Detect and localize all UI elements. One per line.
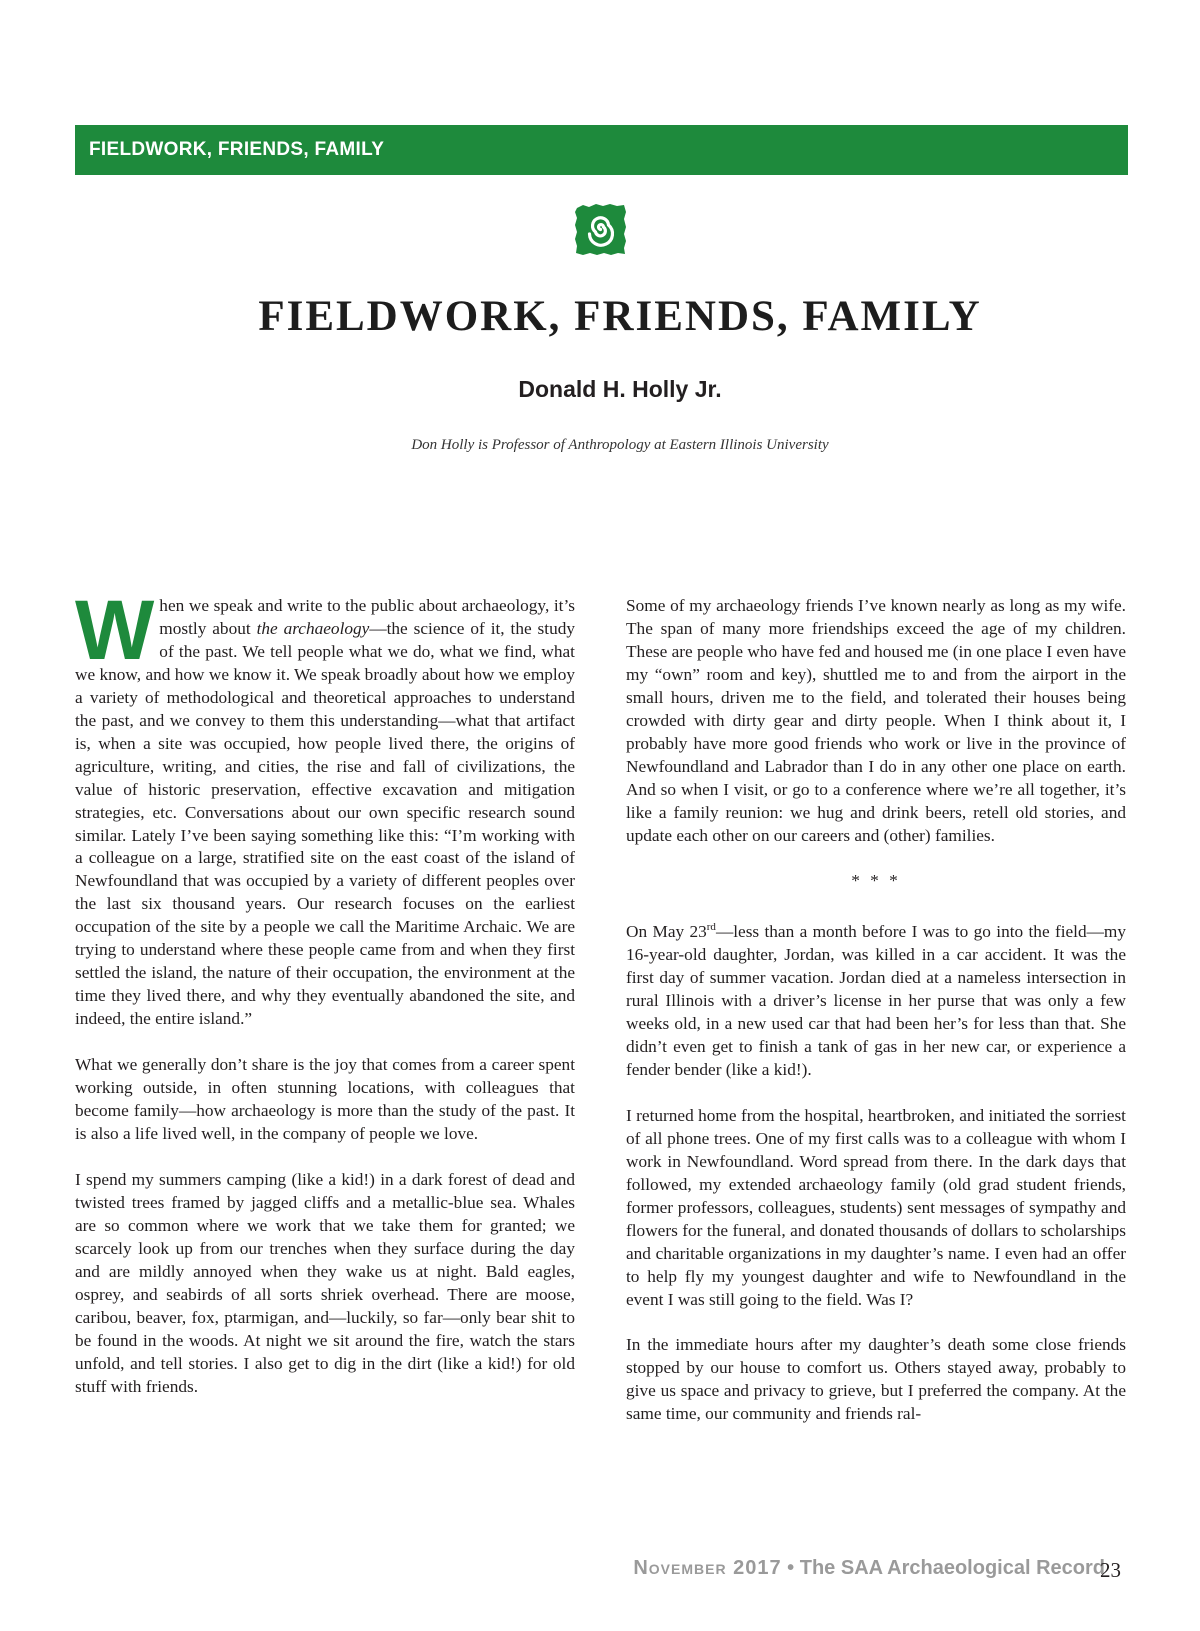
paragraph-joy: What we generally don’t share is the joy that comes from a career spent working outside, in often stunning locations, with colleagues that become family—how archaeology is more than the study of the past. It is also a life lived well, in the company of people we love. (75, 1055, 575, 1143)
paragraph-friends: Some of my archaeology friends I’ve known nearly as long as my wife. The span of many more friendships exceed the age of my children. These are people who have fed and housed me (in one place I even have my “own” room and key), shuttled me to and from the airport in the small hours, driven me to the field, and tolerated their houses being crowded with dirty gear and dirty people. When I think about it, I probably have more good friends who work or live in the province of Newfoundland and Labrador than I do in any other one place on earth. And so when I visit, or go to a conference where we’re all together, it’s like a family reunion: we hug and drink beers, retell old stories, and update each other on our careers and (other) families. (626, 596, 1126, 845)
footer-publication: The SAA Archaeological Record (799, 1557, 1105, 1579)
author-affiliation: Don Holly is Professor of Anthropology at Eastern Illinois University (411, 437, 829, 453)
page-number: 23 (1100, 1558, 1121, 1582)
left-column (75, 583, 575, 1421)
section-label: FIELDWORK, FRIENDS, FAMILY (89, 139, 385, 160)
paragraph-summers: I spend my summers camping (like a kid!) in a dark forest of dead and twisted trees framed by jagged cliffs and a metallic-blue sea. Whales are so common where we work that we take them for granted; we scarcely look up from our trenches when they surface during the day and are mildly annoyed when they wake us at night. Bald eagles, osprey, and seabirds of all sorts shriek overhead. There are moose, caribou, beaver, fox, ptarmigan, and—luckily, so far—only bear shit to be found in the woods. At night we sit around the fire, watch the stars unfold, and tell stories. I also get to dig in the dirt (like a kid!) for old stuff with friends. (75, 1169, 575, 1396)
section-banner (75, 125, 1128, 175)
spiral-icon (574, 203, 627, 256)
running-footer (633, 1557, 1105, 1580)
right-column (626, 595, 1126, 1449)
paragraph-intro-text-a: hen we speak and write to the public about archaeology, it’s mostly about (159, 596, 575, 638)
section-separator: * * * (851, 871, 901, 891)
paragraph-may (626, 916, 1126, 1081)
paragraph-intro (75, 583, 575, 1031)
paragraph-intro-text-b: —the science of it, the study of the past. We tell people what we do, what we find, what we know, and how we know it. We speak broadly about how we employ a variety of methodological and theoretical approaches to understand the past, and we convey to them this understanding—what that artifact is, when a site was occupied, how people lived there, the origins of agriculture, writing, and cities, the rise and fall of civilizations, the value of historic preservation, effective excavation and mitigation strategies, etc. Conversations about our own specific research sound similar. Lately I’ve been saying something like this: “I’m working with a colleague on a large, stratified site on the east coast of the island of Newfoundland that was occupied by a variety of different peoples over the last six thousand years. Our research focuses on the earliest occupation of the site by a people we call the Maritime Archaic. We are trying to understand where these people came from and when they first settled the island, the nature of their occupation, the environment at the time they lived there, and why they eventually abandoned the site, and indeed, the entire island.” (75, 618, 575, 1029)
article-title: FIELDWORK, FRIENDS, FAMILY (258, 293, 982, 340)
footer-date: November 2017 (633, 1557, 782, 1579)
footer-bullet: • (781, 1557, 800, 1579)
paragraph-returned: I returned home from the hospital, heartbroken, and initiated the sorriest of all phone trees. One of my first calls was to a colleague with whom I work in Newfoundland. Word spread from there. In the dark days that followed, my extended archaeology family (old grad student friends, former professors, colleagues, students) sent messages of sympathy and flowers for the funeral, and donated thousands of dollars to scholarships and charitable organizations in my daughter’s name. I even had an offer to help fly my youngest daughter and wife to Newfoundland in the event I was still going to the field. Was I? (626, 1105, 1126, 1309)
ordinal-suffix: rd (706, 921, 716, 934)
author-name: Donald H. Holly Jr. (518, 376, 722, 402)
paragraph-immediate: In the immediate hours after my daughter’s death some close friends stopped by our house to comfort us. Others stayed away, probably to give us space and privacy to grieve, but I preferred the company. At the same time, our community and friends ral- (626, 1335, 1126, 1424)
paragraph-may-text-a: On May 23 (626, 922, 707, 942)
paragraph-may-text-b: —less than a month before I was to go into the field—my 16-year-old daughter, Jordan, was killed in a car accident. It was the first day of summer vacation. Jordan died at a nameless intersection in rural Illinois with a driver’s license in her purse that was only a few weeks old, in a new used car that had been her’s for less than that. She didn’t even get to finish a tank of gas in her new car, or experience a fender bender (like a kid!). (626, 922, 1126, 1079)
drop-cap: W (75, 583, 155, 677)
paragraph-intro-emphasis: the archaeology (256, 618, 370, 638)
